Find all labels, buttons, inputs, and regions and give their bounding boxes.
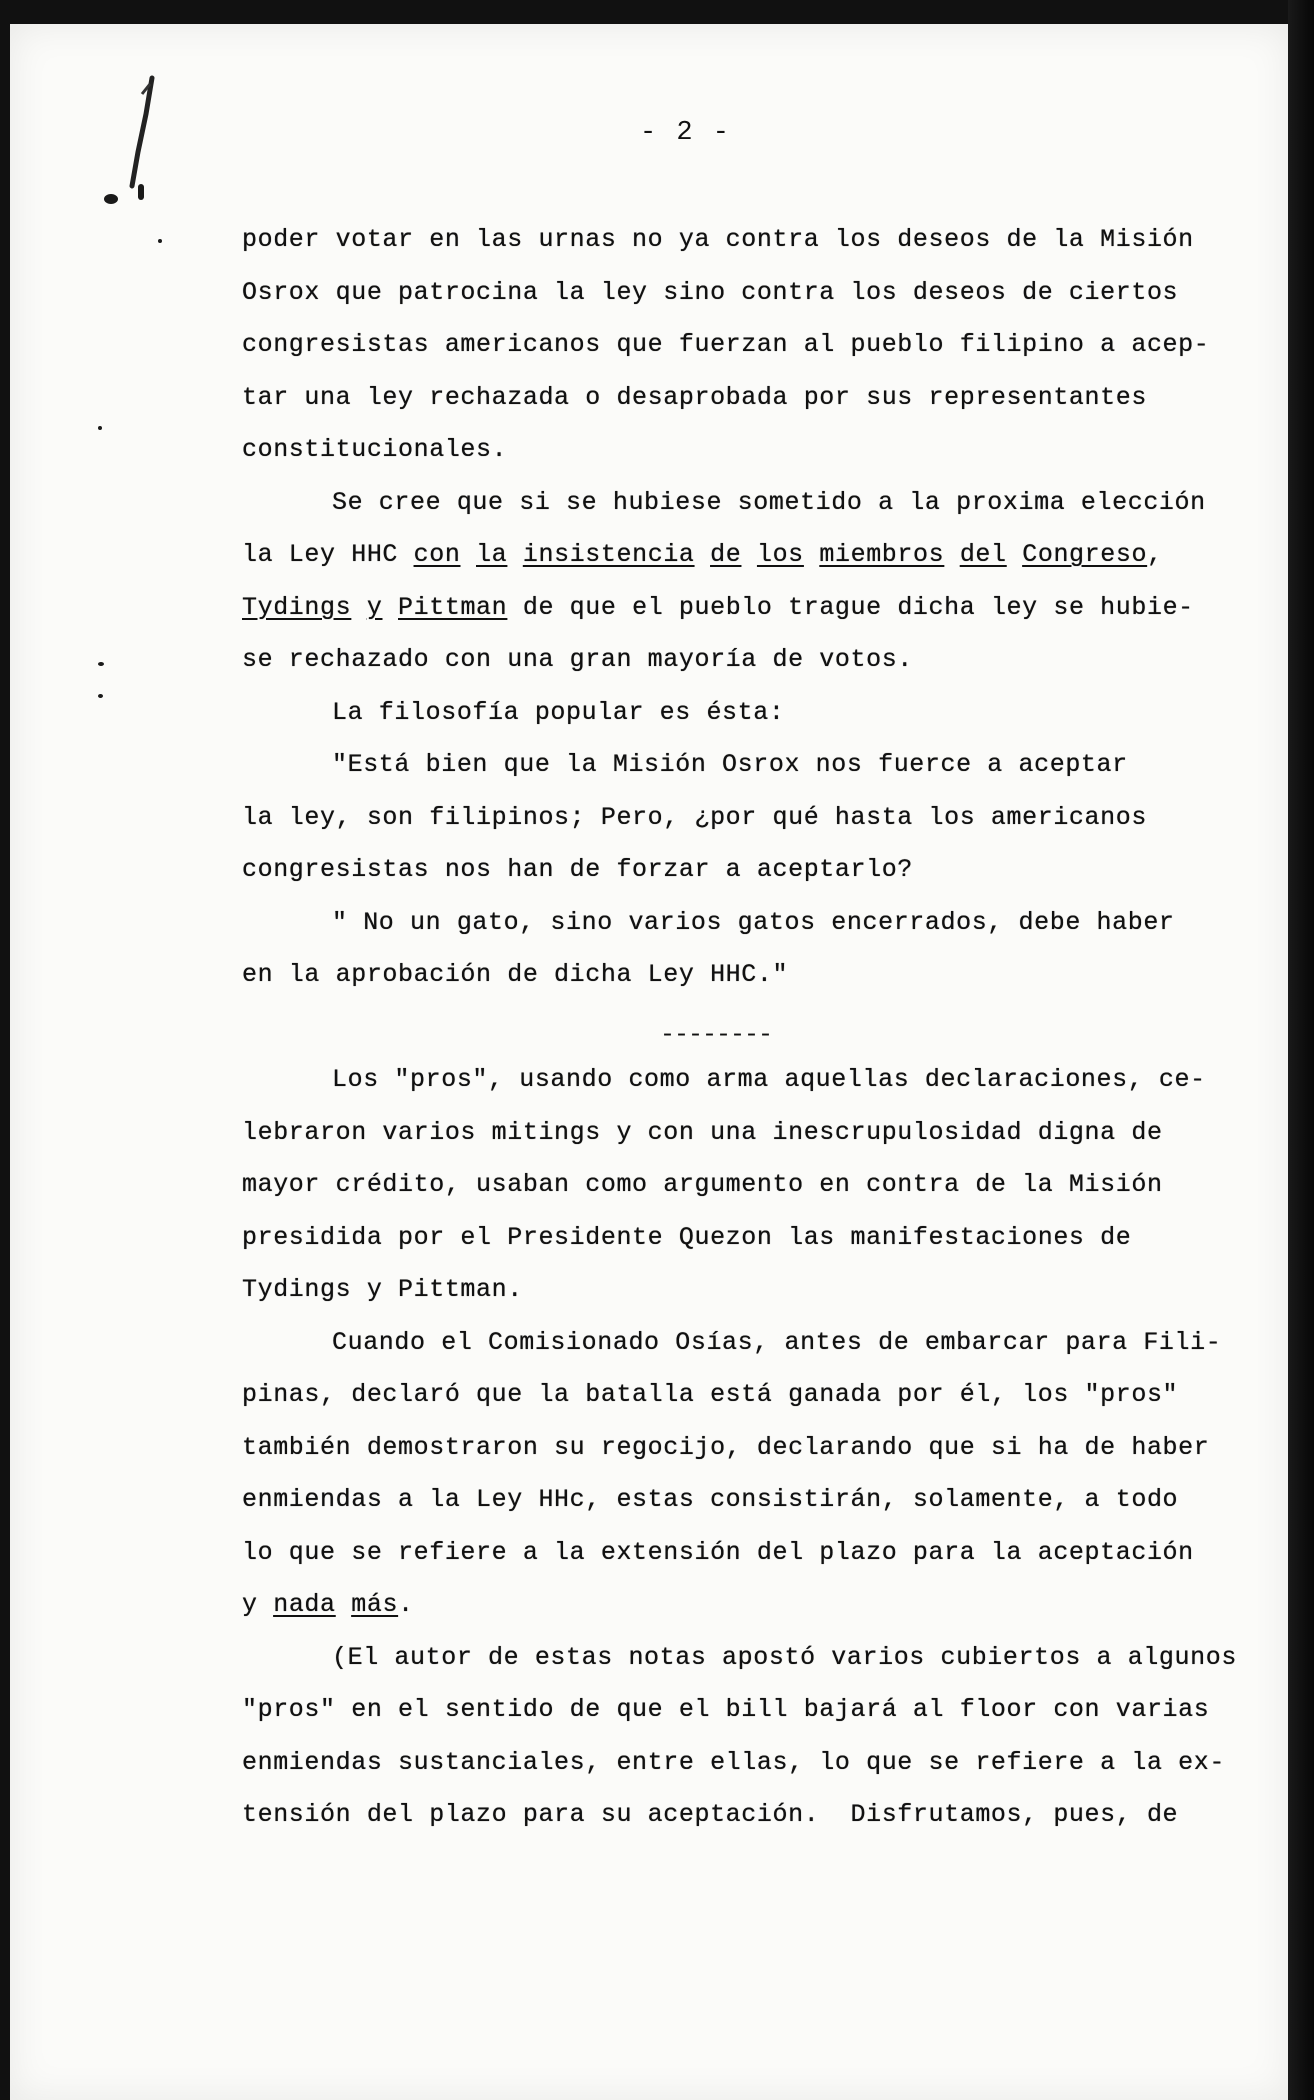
text-line-underlined: la Ley HHC con la insistencia de los miembros del Congreso, [242,540,1163,569]
text-line: Cuando el Comisionado Osías, antes de embarcar para Fili- [332,1327,1222,1357]
ink-speck [98,426,102,430]
text-line: se rechazado con una gran mayoría de votos. [242,645,913,674]
text-line: congresistas americanos que fuerzan al pueblo filipino a acep- [242,330,1210,359]
text-line: lebraron varios mitings y con una inescrupulosidad digna de [242,1117,1163,1147]
text-line: mayor crédito, usaban como argumento en contra de la Misión [242,1170,1163,1199]
text-line: la ley, son filipinos; Pero, ¿por qué hasta los americanos [242,802,1147,832]
scan-edge [1288,0,1314,2100]
section-separator: -------- [660,1020,773,1049]
text-line: presidida por el Presidente Quezon las manifestaciones de [242,1222,1132,1252]
text-line: también demostraron su regocijo, declarando que si ha de haber [242,1432,1210,1462]
text-line: Tydings y Pittman. [242,1275,523,1304]
text-line: Osrox que patrocina la ley sino contra los deseos de ciertos [242,277,1179,307]
text-line: Se cree que si se hubiese sometido a la proxima elección [332,487,1206,517]
text-line: La filosofía popular es ésta: [332,697,785,727]
text-line: "Está bien que la Misión Osrox nos fuerce a aceptar [332,750,1128,779]
text-line: poder votar en las urnas no ya contra los deseos de la Misión [242,225,1194,254]
text-line-underlined: Tydings y Pittman de que el pueblo trague dicha ley se hubie- [242,592,1194,622]
text-line: (El autor de estas notas apostó varios cubiertos a algunos [332,1642,1237,1672]
text-line: congresistas nos han de forzar a aceptarlo? [242,855,913,884]
ink-speck [104,194,118,204]
page-number: - 2 - [640,118,732,148]
ink-speck [138,184,144,200]
ink-scratch-mark [122,74,158,194]
text-line: Los "pros", usando como arma aquellas declaraciones, ce- [332,1065,1206,1094]
ink-speck [158,239,162,243]
text-line: tensión del plazo para su aceptación. Disfrutamos, pues, de [242,1800,1179,1829]
text-line: enmiendas a la Ley HHc, estas consistirán, solamente, a todo [242,1485,1179,1514]
ink-speck [98,694,103,698]
text-line: enmiendas sustanciales, entre ellas, lo que se refiere a la ex- [242,1747,1225,1777]
text-line: pinas, declaró que la batalla está ganada por él, los "pros" [242,1380,1179,1409]
text-line: "pros" en el sentido de que el bill bajará al floor con varias [242,1695,1210,1724]
text-line: " No un gato, sino varios gatos encerrados, debe haber [332,907,1175,937]
text-line: constitucionales. [242,435,508,464]
text-line: en la aprobación de dicha Ley HHC." [242,960,789,989]
text-line: tar una ley rechazada o desaprobada por sus representantes [242,382,1147,412]
text-line-underlined: y nada más. [242,1590,414,1619]
ink-speck [98,662,104,666]
text-line: lo que se refiere a la extensión del plazo para la aceptación [242,1537,1194,1567]
